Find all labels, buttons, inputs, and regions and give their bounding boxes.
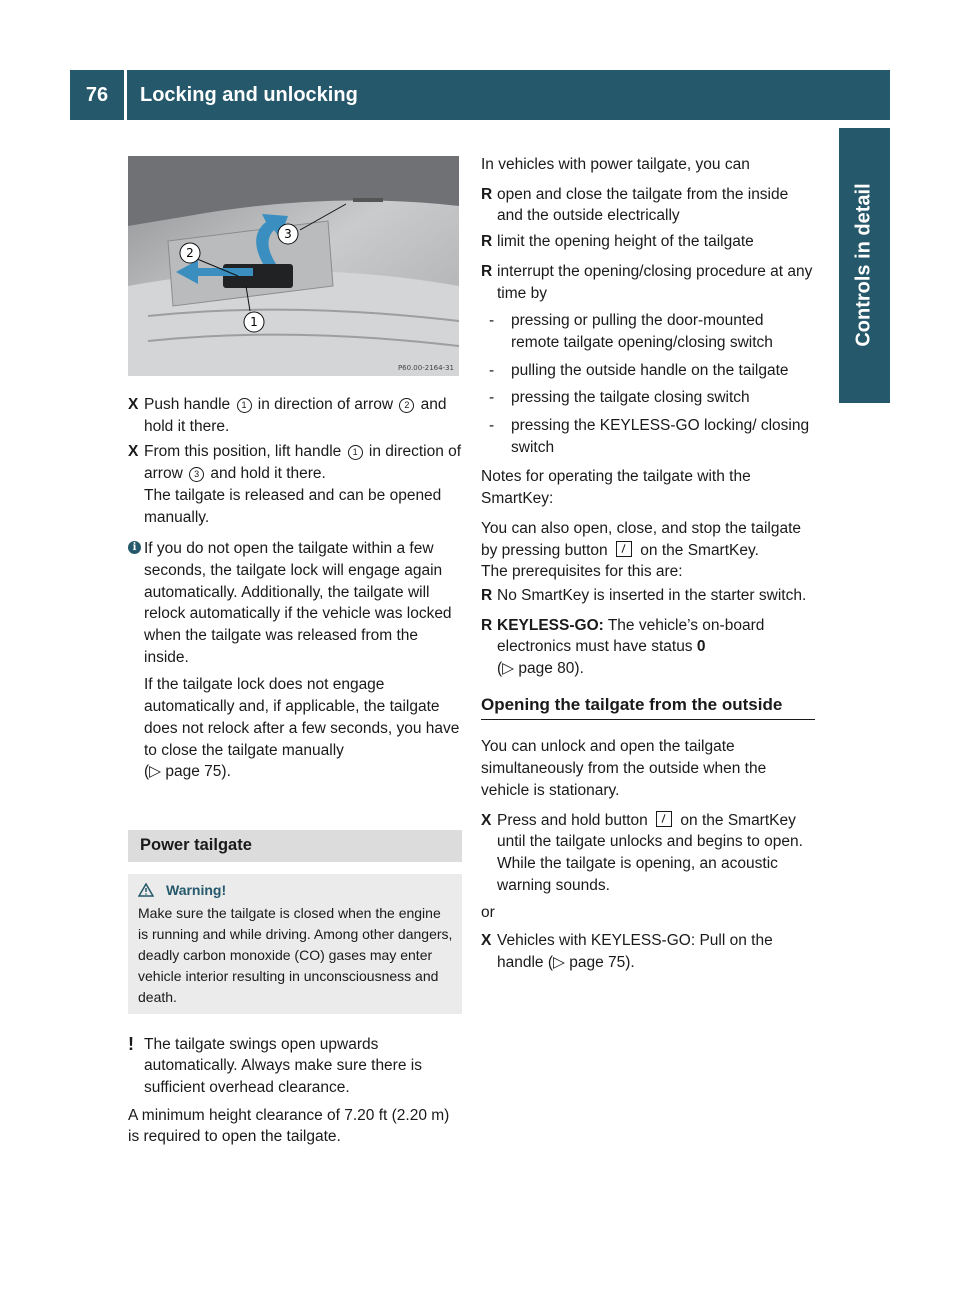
warning-box: [128, 874, 462, 1014]
left-column: [128, 394, 462, 1156]
intro-text: In vehicles with power tailgate, you can: [481, 156, 750, 173]
sub-item-4: - pressing the KEYLESS-GO locking/ closing switch: [489, 417, 810, 456]
right-column: [481, 154, 815, 978]
prereq-1: R No SmartKey is inserted in the starter switch.: [481, 586, 807, 604]
prereq-title: The prerequisites for this are:: [481, 563, 683, 581]
section-title: Power tailgate: [128, 830, 462, 862]
svg-text:2: 2: [186, 246, 194, 260]
warning-title: Warning!: [166, 881, 227, 898]
info-note: i If you do not open the tailgate within a few seconds, the tailgate lock will engage again automatically. Additionally, the tailgate will relock automatically if the vehicle was locked when the tailgate was released from the inside. If the tailgate lock does not engage automatically and, if applicable, the tailgate does not relock after a few seconds, you have to close the tailgate manually (▷ page 75).: [128, 538, 462, 783]
caution-note: ! The tailgate swings open upwards automatically. Always make sure there is sufficient overhead clearance.: [128, 1033, 422, 1097]
warning-icon: [138, 883, 154, 897]
tailgate-key-icon: [616, 541, 632, 557]
bullet-1: R open and close the tailgate from the inside and the outside electrically: [481, 185, 789, 225]
clearance-text: A minimum height clearance of 7.20 ft (2.20 m) is required to open the tailgate.: [128, 1106, 450, 1146]
photo-code: P60.00-2164-31: [397, 364, 454, 372]
sub-item-1: - pressing or pulling the door-mounted remote tailgate opening/closing switch: [489, 312, 773, 351]
svg-text:3: 3: [284, 227, 292, 241]
header-divider: [124, 70, 127, 120]
svg-text:1: 1: [250, 315, 258, 329]
also-text: You can also open, close, and stop the tailgate by pressing button on the SmartKey.: [481, 519, 801, 559]
or-text: or: [481, 904, 495, 922]
outside-step-1: X Press and hold button on the SmartKey until the tailgate unlocks and begins to open. While the tailgate is opening, an acoustic warning sounds.: [481, 811, 803, 894]
sub-item-3: - pressing the tailgate closing switch: [489, 389, 750, 407]
info-icon: i: [128, 541, 141, 554]
section-subheading: Opening the tailgate from the outside: [481, 694, 815, 721]
outside-intro: You can unlock and open the tailgate simultaneously from the outside when the vehicle is stationary.: [481, 738, 767, 799]
exclamation-icon: !: [128, 1033, 134, 1054]
page-title: Locking and unlocking: [140, 84, 358, 106]
prereq-2: R KEYLESS-GO: The vehicle’s on-board electronics must have status 0 (▷ page 80).: [481, 616, 765, 678]
page-number: 76: [85, 84, 109, 106]
side-tab-label: Controls in detail: [852, 183, 875, 347]
warning-text: Make sure the tailgate is closed when the engine is running and while driving. Among other dangers, deadly carbon monoxide (CO) gases may enter vehicle interior resulting in unconsciousness and death.: [138, 904, 453, 1005]
step-2: X From this position, lift handle 1 in direction of arrow 3 and hold it there. The tailgate is released and can be opened manually.: [128, 443, 462, 526]
tailgate-handle-photo: [128, 156, 459, 376]
bullet-2: R limit the opening height of the tailgate: [481, 233, 754, 251]
notes-intro: Notes for operating the tailgate with the SmartKey:: [481, 468, 751, 508]
step-2-result: The tailgate is released and can be opened manually.: [144, 486, 442, 526]
sub-item-2: - pulling the outside handle on the tailgate: [489, 361, 789, 379]
bullet-3: R interrupt the opening/closing procedure at any time by: [481, 262, 813, 302]
outside-step-2: X Vehicles with KEYLESS-GO: Pull on the handle (▷ page 75).: [481, 932, 773, 971]
tailgate-key-icon: [656, 811, 672, 827]
step-1: X Push handle 1 in direction of arrow 2 and hold it there.: [128, 396, 447, 435]
